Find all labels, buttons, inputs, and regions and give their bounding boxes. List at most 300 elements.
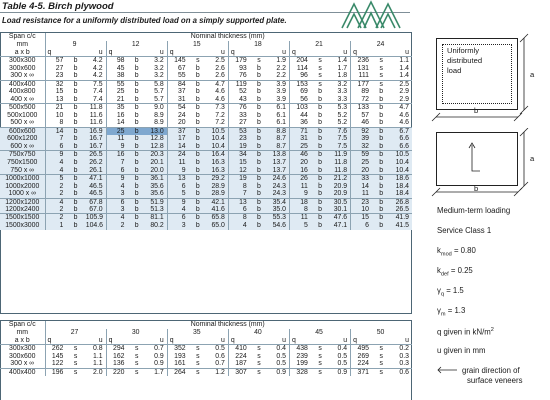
governing-mode-cell: b	[371, 127, 391, 135]
span-cell: 1200x1200	[0, 198, 45, 206]
q-value-cell: 8	[228, 182, 248, 190]
q-value-cell: 131	[357, 64, 369, 72]
u-value-cell: 13.7	[269, 167, 289, 175]
governing-mode-cell: s	[379, 352, 383, 360]
u-value-cell: 54.6	[269, 222, 289, 230]
q-value-cell: 92	[351, 127, 371, 135]
q-header: q	[228, 337, 248, 345]
q-value-cell: 14	[45, 127, 65, 135]
governing-mode-cell: b	[65, 206, 85, 214]
governing-mode-cell: s	[310, 368, 330, 376]
governing-mode-cell: b	[371, 175, 391, 183]
q-value-cell: 37	[167, 127, 187, 135]
governing-mode-cell: b	[195, 95, 200, 103]
governing-mode-cell: b	[257, 64, 261, 72]
q-value-cell: 145	[51, 352, 64, 360]
u-value-cell: 35.6	[147, 190, 167, 198]
q-value-cell: 39	[351, 135, 371, 143]
governing-mode-cell: b	[127, 127, 147, 135]
governing-mode-cell: b	[127, 159, 147, 167]
u-value-cell: 0.7	[147, 345, 167, 353]
governing-mode-cell: s	[257, 57, 261, 64]
span-cell: 300 x ∞	[0, 72, 45, 80]
q-value-cell: 6	[167, 182, 187, 190]
u-value-cell: 26.1	[86, 167, 106, 175]
gamma-m-value: = 1.3	[445, 306, 466, 315]
u-value-cell: 1.1	[86, 352, 106, 360]
table-row	[0, 198, 412, 206]
governing-mode-cell: b	[379, 95, 384, 103]
u-value-cell: 105.9	[86, 214, 106, 222]
u-value-cell: 26.2	[86, 159, 106, 167]
governing-mode-cell: b	[127, 167, 147, 175]
governing-mode-cell: b	[127, 198, 147, 206]
span-cell: 400 x ∞	[0, 96, 45, 104]
q-value-cell: 133	[351, 104, 371, 112]
u-value-cell: 12.8	[147, 143, 167, 151]
q-value-cell: 69	[300, 88, 308, 96]
u-value-cell: 0.9	[147, 352, 167, 360]
q-value-cell: 38	[116, 72, 125, 80]
u-value-cell: 1.4	[399, 64, 409, 72]
q-value-cell: 6	[351, 222, 371, 230]
q-value-cell: 59	[351, 151, 371, 159]
u-value-cell: 1.7	[330, 64, 350, 72]
u-value-cell: 7.2	[208, 119, 228, 127]
governing-mode-cell: b	[134, 64, 139, 72]
q-value-cell: 46	[290, 151, 310, 159]
q-value-cell: 103	[290, 104, 310, 112]
q-value-cell: 9	[106, 143, 126, 151]
governing-mode-cell: s	[134, 360, 139, 368]
governing-mode-cell: s	[196, 352, 200, 360]
u-value-cell: 47.1	[330, 222, 350, 230]
q-value-cell: 262	[51, 345, 64, 352]
u-value-cell: 21.2	[330, 175, 350, 183]
u-value-cell: 2.9	[399, 95, 409, 103]
thickness-header: 24	[376, 40, 385, 48]
u-value-cell: 0.5	[208, 345, 228, 353]
u-value-cell: 28.9	[208, 182, 228, 190]
governing-mode-cell: s	[318, 352, 322, 360]
blank-header	[371, 337, 391, 345]
kmod-text	[437, 246, 476, 260]
governing-mode-cell: b	[188, 175, 208, 183]
governing-mode-cell: s	[257, 345, 261, 352]
u-value-cell: 81.1	[147, 214, 167, 222]
u-value-cell: 6.6	[391, 135, 412, 143]
q-value-cell: 1	[45, 222, 65, 230]
span-header: Span c/c	[0, 33, 45, 41]
governing-mode-cell: b	[188, 135, 208, 143]
q-value-cell: 7	[45, 135, 65, 143]
q-value-cell: 45	[116, 64, 125, 72]
q-value-cell: 7	[228, 190, 248, 198]
u-value-cell: 5.2	[330, 119, 350, 127]
q-value-cell: 264	[167, 368, 187, 376]
u-header: u	[269, 337, 289, 345]
u-value-cell: 8.7	[269, 135, 289, 143]
q-value-cell: 54	[167, 104, 187, 112]
service-class-text: Service Class 1	[437, 226, 492, 235]
governing-mode-cell: b	[134, 111, 139, 119]
governing-mode-cell: s	[318, 57, 322, 64]
u-value-cell: 0.9	[330, 368, 350, 376]
governing-mode-cell: b	[127, 190, 147, 198]
governing-mode-cell: b	[318, 119, 322, 127]
span-axb-header: a x b	[0, 337, 45, 345]
governing-mode-cell: b	[371, 198, 391, 206]
span-cell: 400x800	[0, 88, 45, 96]
blank-header	[310, 49, 330, 57]
nominal-thickness-header: Nominal thickness (mm)	[190, 321, 265, 329]
q-value-cell: 4	[45, 167, 65, 175]
q-value-cell: 16	[106, 151, 126, 159]
q-header: q	[290, 49, 310, 57]
u-value-cell: 3.3	[330, 88, 350, 96]
governing-mode-cell: b	[249, 214, 269, 222]
u-value-cell: 10.5	[208, 127, 228, 135]
qu-header-row	[0, 49, 412, 57]
governing-mode-cell: s	[196, 57, 200, 64]
governing-mode-cell: s	[379, 72, 383, 80]
u-value-cell: 2.2	[269, 72, 289, 80]
load-label-2: distributed	[447, 56, 483, 65]
governing-mode-cell: b	[318, 95, 322, 103]
governing-mode-cell: b	[257, 111, 261, 119]
u-value-cell: 2.2	[269, 64, 289, 72]
u-header: u	[391, 337, 412, 345]
governing-mode-cell: b	[371, 182, 391, 190]
governing-mode-cell: b	[249, 80, 269, 88]
span-cell: 600x1200	[0, 135, 45, 143]
u-value-cell: 35.4	[269, 198, 289, 206]
u-value-cell: 0.5	[330, 352, 350, 360]
q-value-cell: 307	[228, 368, 248, 376]
q-value-cell: 20	[290, 159, 310, 167]
u-value-cell: 4.2	[86, 72, 106, 80]
u-value-cell: 30.1	[330, 206, 350, 214]
q-value-cell: 204	[296, 57, 308, 64]
governing-mode-cell: b	[249, 190, 269, 198]
u-value-cell: 41.6	[208, 206, 228, 214]
u-value-cell: 20.9	[330, 182, 350, 190]
q-value-cell: 24	[177, 111, 186, 119]
governing-mode-cell: b	[127, 182, 147, 190]
q-value-cell: 20	[177, 119, 186, 127]
q-value-cell: 5	[167, 190, 187, 198]
governing-mode-cell: b	[188, 206, 208, 214]
q-value-cell: 4	[106, 214, 126, 222]
q-value-cell: 56	[300, 95, 308, 103]
q-value-cell: 220	[106, 368, 126, 376]
governing-mode-cell: b	[195, 64, 200, 72]
q-value-cell: 2	[45, 182, 65, 190]
nominal-thickness-header: Nominal thickness (mm)	[190, 33, 265, 41]
governing-mode-cell: b	[249, 182, 269, 190]
q-header: q	[106, 337, 126, 345]
governing-mode-cell: b	[127, 143, 147, 151]
u-value-cell: 65.0	[208, 222, 228, 230]
grain-text-2: surface veneers	[467, 376, 523, 385]
governing-mode-cell: b	[65, 222, 85, 230]
governing-mode-cell: b	[188, 214, 208, 222]
q-value-cell: 57	[361, 111, 369, 119]
q-value-cell: 2	[45, 214, 65, 222]
governing-mode-cell: b	[371, 151, 391, 159]
q-value-cell: 24	[167, 151, 187, 159]
governing-mode-cell: b	[249, 127, 269, 135]
u-value-cell: 5.8	[147, 80, 167, 88]
u-value-cell: 3.2	[147, 72, 167, 80]
grain-arrow-icon	[437, 366, 459, 374]
blank-header	[371, 49, 391, 57]
u-value-cell: 2.6	[208, 72, 228, 80]
q-value-cell: 3	[167, 222, 187, 230]
governing-mode-cell: s	[379, 360, 383, 368]
u-value-cell: 41.9	[391, 214, 412, 222]
blank-header	[127, 337, 147, 345]
table-row	[0, 88, 412, 96]
governing-mode-cell: b	[188, 143, 208, 151]
q-value-cell: 6	[167, 214, 187, 222]
governing-mode-cell: b	[371, 143, 391, 151]
table-row	[0, 96, 412, 104]
governing-mode-cell: b	[249, 104, 269, 112]
thickness-header: 50	[376, 328, 385, 336]
q-unit-superscript: 2	[490, 327, 494, 333]
governing-mode-cell: b	[371, 214, 391, 222]
governing-mode-cell: b	[371, 104, 391, 112]
q-value-cell: 5	[45, 175, 65, 183]
q-value-cell: 25	[116, 88, 125, 96]
q-value-cell: 8	[290, 206, 310, 214]
u-value-cell: 26.8	[391, 198, 412, 206]
q-value-cell: 36	[300, 119, 308, 127]
governing-mode-cell: s	[73, 360, 78, 368]
u-value-cell: 3.2	[330, 80, 350, 88]
u-value-cell: 20.9	[330, 190, 350, 198]
q-value-cell: 12	[228, 167, 248, 175]
governing-mode-cell: b	[73, 111, 78, 119]
table-row	[0, 182, 412, 190]
u-value-cell: 10.5	[391, 151, 412, 159]
u-value-cell: 9.0	[147, 104, 167, 112]
q-value-cell: 11	[106, 135, 126, 143]
u-value-cell: 8.8	[269, 127, 289, 135]
u-value-cell: 65.8	[208, 214, 228, 222]
table-row	[0, 112, 412, 120]
governing-mode-cell: b	[249, 151, 269, 159]
q-value-cell: 9	[106, 175, 126, 183]
governing-mode-cell: b	[188, 127, 208, 135]
span-cell: 600x600	[0, 127, 45, 135]
q-value-cell: 4	[228, 222, 248, 230]
q-value-cell: 410	[235, 345, 247, 352]
u-value-cell: 4.6	[208, 88, 228, 96]
thickness-header: 12	[106, 41, 167, 49]
q-value-cell: 18	[290, 198, 310, 206]
u-value-cell: 29.2	[208, 175, 228, 183]
q-value-cell: 224	[235, 352, 247, 360]
q-value-cell: 37	[177, 88, 186, 96]
blank-header	[188, 49, 208, 57]
governing-mode-cell: s	[134, 345, 139, 352]
q-header: q	[106, 49, 126, 57]
load-label-1: Uniformly	[447, 46, 480, 55]
q-value-cell: 16	[290, 167, 310, 175]
governing-mode-cell: s	[379, 57, 383, 64]
u-header: u	[330, 337, 350, 345]
u-value-cell: 104.6	[86, 222, 106, 230]
u-value-cell: 0.7	[208, 360, 228, 368]
q-value-cell: 161	[174, 360, 186, 368]
q-value-cell: 153	[290, 80, 310, 88]
kmod-symbol: k	[437, 246, 441, 255]
table-row	[0, 167, 412, 175]
q-value-cell: 3	[106, 190, 126, 198]
u-value-cell: 0.3	[399, 360, 409, 368]
u-header: u	[147, 337, 167, 345]
span-cell: 1500x3000	[0, 222, 45, 230]
span-cell: 1000x2000	[0, 182, 45, 190]
governing-mode-cell: b	[188, 222, 208, 230]
table-row	[0, 104, 412, 112]
q-value-cell: 10	[351, 206, 371, 214]
thickness-header: 45	[290, 329, 351, 337]
governing-mode-cell: s	[65, 368, 85, 376]
governing-mode-cell: b	[65, 190, 85, 198]
governing-mode-cell: b	[195, 72, 200, 80]
table-row	[0, 119, 412, 127]
governing-mode-cell: b	[195, 88, 200, 96]
q-value-cell: 11	[290, 182, 310, 190]
q-value-cell: 11	[290, 214, 310, 222]
q-value-cell: 352	[174, 345, 186, 352]
q-header: q	[45, 337, 65, 345]
u-header: u	[208, 337, 228, 345]
span-unit-header: mm	[0, 329, 45, 337]
governing-mode-cell: b	[371, 222, 391, 230]
q-value-cell: 31	[290, 135, 310, 143]
governing-mode-cell: b	[188, 190, 208, 198]
governing-mode-cell: s	[318, 360, 322, 368]
q-value-cell: 4	[167, 206, 187, 214]
load-label-3: load	[447, 66, 462, 75]
governing-mode-cell: b	[310, 214, 330, 222]
u-value-cell: 0.9	[147, 360, 167, 368]
u-value-cell: 4.6	[399, 119, 409, 127]
u-value-cell: 1.1	[86, 360, 106, 368]
u-value-cell: 3.2	[147, 57, 167, 65]
q-value-cell: 13	[228, 198, 248, 206]
q-value-cell: 19	[228, 143, 248, 151]
governing-mode-cell: b	[188, 159, 208, 167]
governing-mode-cell: b	[310, 159, 330, 167]
u-value-cell: 1.4	[330, 57, 350, 65]
u-value-cell: 10.4	[391, 167, 412, 175]
dim-b-label-2: b	[474, 184, 479, 193]
governing-mode-cell: b	[65, 198, 85, 206]
u-value-cell: 5.7	[147, 96, 167, 104]
q-value-cell: 162	[113, 352, 125, 360]
q-value-cell: 96	[300, 72, 308, 80]
table-row	[0, 222, 412, 230]
q-value-cell: 9	[45, 151, 65, 159]
u-value-cell: 0.8	[86, 345, 106, 353]
governing-mode-cell: b	[310, 143, 330, 151]
q-value-cell: 328	[290, 368, 310, 376]
table-row	[0, 214, 412, 222]
u-value-cell: 2.0	[86, 368, 106, 376]
q-value-cell: 33	[351, 175, 371, 183]
u-value-cell: 11.6	[86, 112, 106, 120]
u-value-cell: 20.1	[147, 159, 167, 167]
u-value-cell: 11.6	[86, 119, 106, 127]
governing-mode-cell: b	[134, 95, 139, 103]
u-value-cell: 4.7	[208, 80, 228, 88]
u-value-cell: 7.4	[86, 88, 106, 96]
governing-mode-cell: b	[127, 214, 147, 222]
q-value-cell: 119	[228, 80, 248, 88]
q-value-cell: 2	[106, 222, 126, 230]
u-value-cell: 51.9	[147, 198, 167, 206]
u-value-cell: 8.9	[147, 112, 167, 120]
governing-mode-cell: b	[249, 143, 269, 151]
q-value-cell: 10	[55, 111, 64, 119]
u-value-cell: 4.2	[86, 57, 106, 65]
q-value-cell: 23	[55, 72, 64, 80]
q-value-cell: 52	[239, 88, 247, 96]
governing-mode-cell: b	[127, 222, 147, 230]
u-value-cell: 0.6	[208, 352, 228, 360]
load-table-1	[0, 33, 412, 230]
figure-grain-diagram	[420, 128, 548, 198]
governing-mode-cell: b	[127, 175, 147, 183]
u-value-cell: 11.8	[330, 167, 350, 175]
span-cell: 750x1500	[0, 159, 45, 167]
q-value-cell: 8	[59, 119, 64, 127]
u-value-cell: 46.5	[86, 182, 106, 190]
q-value-cell: 19	[228, 175, 248, 183]
u-header: u	[330, 49, 350, 57]
table-row	[0, 352, 412, 360]
u-value-cell: 0.9	[269, 368, 289, 376]
u-value-cell: 8.9	[147, 119, 167, 127]
table-row	[0, 64, 412, 72]
thickness-header: 18	[228, 41, 289, 49]
q-value-cell: 179	[235, 57, 247, 64]
q-value-cell: 32	[45, 80, 65, 88]
governing-mode-cell: b	[310, 206, 330, 214]
u-value-cell: 6.6	[391, 143, 412, 151]
span-cell: 1200x2400	[0, 206, 45, 214]
u-value-cell: 3.3	[330, 96, 350, 104]
q-value-cell: 136	[113, 360, 125, 368]
loading-text: Medium-term loading	[437, 206, 511, 215]
gamma-m-symbol: γ	[437, 306, 441, 315]
u-value-cell: 51.3	[147, 206, 167, 214]
u-value-cell: 5.7	[147, 88, 167, 96]
blank-header	[65, 337, 85, 345]
u-value-cell: 12.8	[147, 135, 167, 143]
table-row	[0, 360, 412, 368]
u-header: u	[86, 337, 106, 345]
u-value-cell: 1.7	[147, 368, 167, 376]
governing-mode-cell: b	[310, 198, 330, 206]
span-cell: 300x600	[0, 64, 45, 72]
gamma-q-symbol: γ	[437, 286, 441, 295]
